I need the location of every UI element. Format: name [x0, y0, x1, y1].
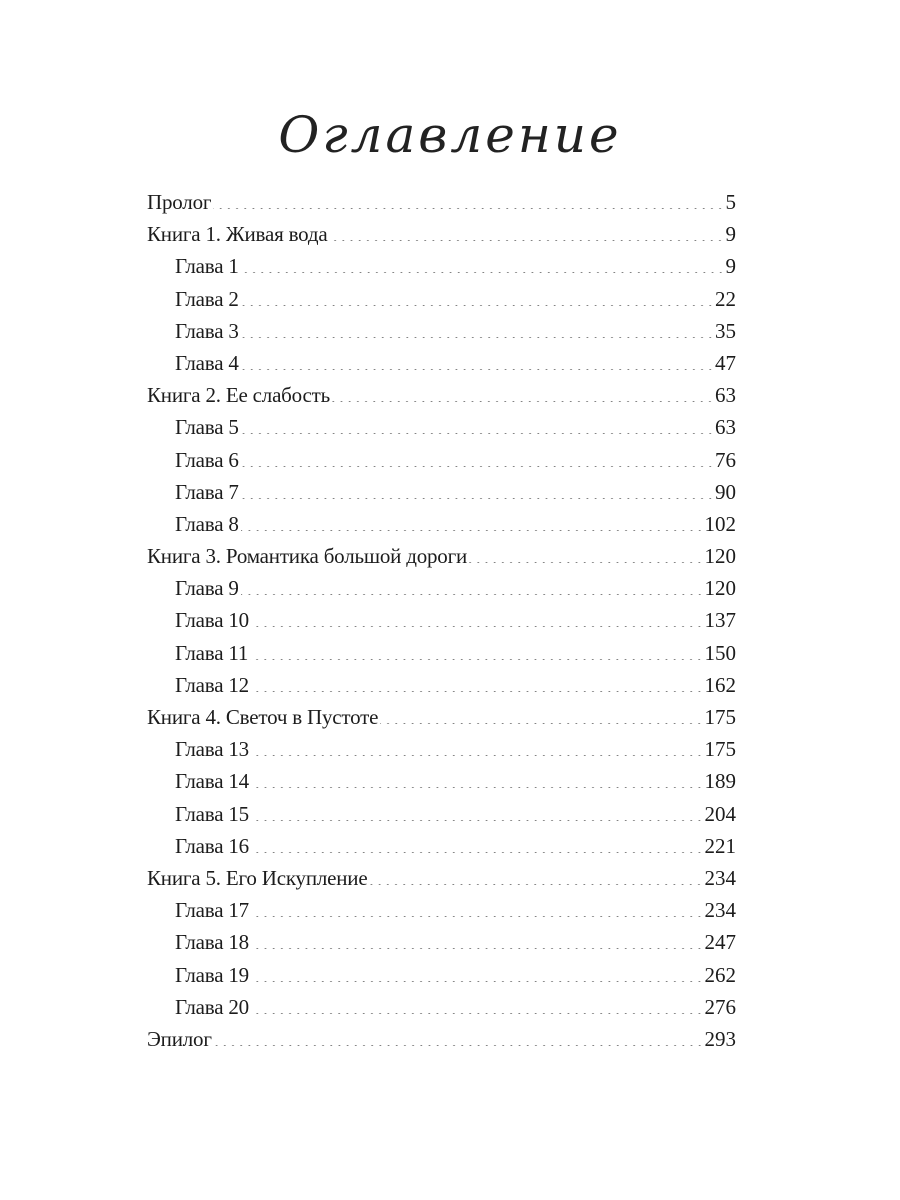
- dot-leader: [251, 981, 704, 982]
- toc-entry-page: 76: [715, 447, 736, 472]
- toc-entry-label: Книга 3. Романтика большой дороги: [147, 544, 468, 569]
- toc-entry-chapter-6: [147, 444, 736, 476]
- toc-entry-label: Глава 10: [175, 608, 249, 633]
- dot-leader: [251, 787, 704, 788]
- dot-leader: [241, 337, 714, 338]
- toc-entry-chapter-9: [147, 572, 736, 604]
- dot-leader: [251, 755, 704, 756]
- toc-entry-label: Глава 13: [175, 737, 249, 762]
- dot-leader: [329, 240, 724, 241]
- toc-entry-label: Книга 5. Его Искупление: [147, 865, 368, 890]
- toc-entry-label: Эпилог: [147, 1026, 212, 1051]
- toc-entry-page: 63: [715, 383, 736, 408]
- toc-entry-page: 35: [715, 318, 736, 343]
- dot-leader: [380, 723, 703, 724]
- toc-entry-page: 90: [715, 479, 736, 504]
- dot-leader: [241, 530, 704, 531]
- dot-leader: [251, 916, 704, 917]
- dot-leader: [241, 498, 714, 499]
- toc-entry-label: Глава 19: [175, 962, 249, 987]
- toc-entry-label: Пролог: [147, 190, 212, 214]
- toc-entry-chapter-13: [147, 733, 736, 765]
- toc-entry-chapter-19: [147, 959, 736, 991]
- toc-entry-chapter-14: [147, 765, 736, 797]
- toc-entry-label: Глава 4: [175, 350, 239, 375]
- toc-entry-book-5: [147, 862, 736, 894]
- toc-entry-label: Глава 15: [175, 801, 249, 826]
- toc-entry-label: Книга 4. Светоч в Пустоте: [147, 705, 379, 729]
- dot-leader: [251, 691, 704, 692]
- toc-entry-label: Глава 14: [175, 769, 249, 794]
- toc-entry-book-1: [147, 218, 736, 250]
- toc-entry-label: Глава 6: [175, 447, 239, 472]
- dot-leader: [241, 594, 704, 595]
- toc-entry-label: Глава 11: [175, 640, 249, 665]
- toc-entry-label: Глава 8: [175, 511, 239, 536]
- toc-entry-page: 120: [704, 544, 736, 569]
- toc-entry-page: 262: [704, 962, 736, 987]
- toc-entry-page: 47: [715, 350, 736, 375]
- dot-leader: [241, 305, 714, 306]
- toc-entry-label: Глава 20: [175, 994, 249, 1019]
- table-of-contents: [147, 186, 736, 1055]
- toc-entry-chapter-20: [147, 991, 736, 1023]
- toc-entry-chapter-2: [147, 283, 736, 315]
- toc-entry-page: 5: [725, 190, 736, 214]
- toc-entry-chapter-16: [147, 830, 736, 862]
- dot-leader: [251, 852, 704, 853]
- dot-leader: [251, 948, 704, 949]
- toc-entry-label: Глава 3: [175, 318, 239, 343]
- toc-entry-label: Глава 18: [175, 930, 249, 955]
- toc-entry-label: Глава 17: [175, 898, 249, 923]
- toc-entry-label: Глава 9: [175, 576, 239, 601]
- page-title: Оглавление: [278, 106, 622, 164]
- toc-entry-page: 102: [704, 511, 736, 536]
- toc-entry-chapter-12: [147, 669, 736, 701]
- toc-entry-book-4: [147, 701, 736, 733]
- toc-entry-label: Глава 7: [175, 479, 239, 504]
- dot-leader: [241, 466, 714, 467]
- dot-leader: [469, 562, 703, 563]
- toc-entry-chapter-8: [147, 508, 736, 540]
- toc-entry-page: 150: [704, 640, 736, 665]
- toc-entry-book-3: [147, 540, 736, 572]
- toc-entry-chapter-5: [147, 411, 736, 443]
- toc-entry-page: 162: [704, 672, 736, 697]
- toc-entry-page: 293: [704, 1026, 736, 1051]
- dot-leader: [251, 1013, 704, 1014]
- toc-entry-page: 204: [704, 801, 736, 826]
- toc-entry-page: 247: [704, 930, 736, 955]
- dot-leader: [332, 401, 714, 402]
- toc-entry-prologue: [147, 186, 736, 218]
- dot-leader: [369, 884, 703, 885]
- toc-entry-page: 221: [704, 833, 736, 858]
- toc-entry-chapter-10: [147, 604, 736, 636]
- toc-entry-chapter-1: [147, 250, 736, 282]
- toc-entry-page: 22: [715, 286, 736, 311]
- toc-entry-page: 9: [725, 222, 736, 247]
- toc-entry-label: Глава 1: [175, 254, 239, 279]
- toc-entry-page: 9: [725, 254, 736, 279]
- dot-leader: [214, 1045, 704, 1046]
- toc-entry-epilogue: [147, 1023, 736, 1055]
- toc-entry-page: 234: [704, 898, 736, 923]
- toc-entry-label: Глава 5: [175, 415, 239, 440]
- toc-entry-chapter-7: [147, 476, 736, 508]
- dot-leader: [241, 272, 725, 273]
- toc-entry-page: 234: [704, 865, 736, 890]
- toc-entry-chapter-11: [147, 637, 736, 669]
- toc-entry-book-2: [147, 379, 736, 411]
- toc-entry-chapter-15: [147, 798, 736, 830]
- dot-leader: [241, 369, 714, 370]
- dot-leader: [241, 433, 714, 434]
- toc-entry-page: 189: [704, 769, 736, 794]
- toc-entry-label: Глава 16: [175, 833, 249, 858]
- toc-entry-page: 175: [704, 705, 736, 729]
- toc-entry-label: Глава 2: [175, 286, 239, 311]
- toc-entry-chapter-3: [147, 315, 736, 347]
- toc-entry-label: Книга 1. Живая вода: [147, 222, 328, 247]
- toc-entry-page: 276: [704, 994, 736, 1019]
- toc-entry-page: 63: [715, 415, 736, 440]
- toc-entry-label: Глава 12: [175, 672, 249, 697]
- dot-leader: [213, 208, 724, 209]
- toc-entry-page: 137: [704, 608, 736, 633]
- toc-entry-chapter-18: [147, 926, 736, 958]
- toc-entry-label: Книга 2. Ее слабость: [147, 383, 330, 408]
- dot-leader: [251, 820, 704, 821]
- dot-leader: [251, 626, 704, 627]
- toc-entry-page: 175: [704, 737, 736, 762]
- toc-entry-chapter-17: [147, 894, 736, 926]
- dot-leader: [250, 659, 703, 660]
- toc-entry-chapter-4: [147, 347, 736, 379]
- toc-entry-page: 120: [704, 576, 736, 601]
